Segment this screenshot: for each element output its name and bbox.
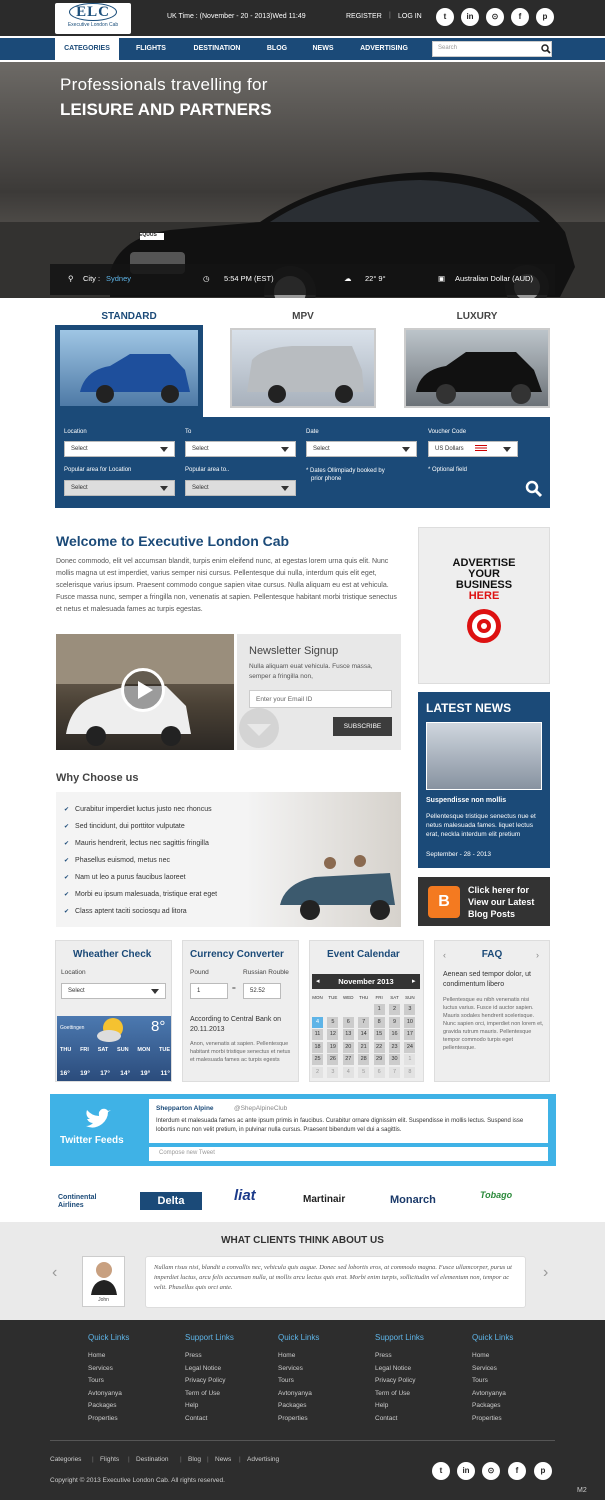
mpv-car-image[interactable] xyxy=(230,328,376,408)
footer-link[interactable]: Destination xyxy=(136,1456,169,1463)
nav-destination[interactable]: DESTINATION xyxy=(193,45,241,52)
facebook-icon[interactable]: f xyxy=(511,8,529,26)
footer-link[interactable]: Avtonyanya xyxy=(472,1389,506,1397)
location-icon[interactable]: ⊙ xyxy=(482,1462,500,1480)
tab-standard[interactable]: STANDARD xyxy=(101,311,157,322)
calendar-day[interactable]: 29 xyxy=(374,1054,385,1065)
partner-continental[interactable]: Continental Airlines xyxy=(58,1194,97,1209)
faq-next-icon[interactable]: › xyxy=(536,950,539,960)
calendar-day[interactable]: 25 xyxy=(312,1054,323,1065)
footer-link[interactable]: Home xyxy=(472,1352,490,1359)
chevron-down-icon xyxy=(151,989,159,994)
logo-mark: ELC xyxy=(69,3,117,21)
calendar-day[interactable]: 4 xyxy=(343,1067,354,1078)
calendar-day[interactable]: 18 xyxy=(312,1042,323,1053)
footer-link[interactable]: Packages xyxy=(88,1402,117,1410)
news-date: September - 28 - 2013 xyxy=(426,851,492,858)
wallet-icon: ▣ xyxy=(438,274,446,283)
currency-to-input[interactable] xyxy=(243,983,281,999)
currency-title: Currency Converter xyxy=(190,949,284,960)
popular-location-label: Popular area for Location xyxy=(64,467,132,473)
faq-question: Aenean sed tempor dolor, ut condimentum libero xyxy=(443,971,531,988)
location-label: Location xyxy=(64,429,87,435)
forecast-temp: 16° xyxy=(60,1070,70,1077)
footer-column-title: Support Links xyxy=(185,1333,234,1342)
location-icon[interactable]: ⊙ xyxy=(486,8,504,26)
footer-link[interactable]: Properties xyxy=(472,1415,502,1422)
news-body: Pellentesque tristique senectus nue et netus malesuada fames. liquet lectus erat, neckla interdum elit pretium xyxy=(426,813,536,838)
why-item: ✔ Mauris hendrerit, lectus nec sagittis fringilla xyxy=(64,840,209,847)
calendar-day[interactable]: 26 xyxy=(327,1054,338,1065)
currency-description: Anon, venenatis at sapien. Pellentesque habitant morbi tristique senectus et netus et malesuada fames ac turpis egests xyxy=(190,1041,291,1063)
calendar-title: Event Calendar xyxy=(327,949,400,960)
currency-from-value: 1 xyxy=(197,988,201,994)
standard-car-image[interactable] xyxy=(58,328,200,408)
weather-title: Wheather Check xyxy=(73,949,152,960)
advert-line: BUSINESS xyxy=(455,579,513,591)
twitter-feeds-label: Twitter Feeds xyxy=(60,1135,124,1146)
date-note: * Dates Ollimpiady booked by prior phone xyxy=(306,468,385,482)
compose-placeholder: Compose new Tweet xyxy=(159,1150,215,1156)
currency-from-input[interactable] xyxy=(190,983,228,999)
subscribe-button[interactable]: SUBSCRIBE xyxy=(333,717,392,736)
partner-tobago[interactable]: Tobago xyxy=(480,1190,513,1200)
currency-value: Australian Dollar (AUD) xyxy=(455,274,533,283)
partner-liat[interactable]: liat xyxy=(234,1187,256,1204)
compose-tweet-input[interactable] xyxy=(149,1147,548,1161)
why-item: ✔ Class aptent taciti sociosqu ad litora xyxy=(64,908,187,915)
footer-link[interactable]: Term of Use xyxy=(185,1389,221,1397)
tweet-text: Interdum et malesuada fames ac ante ipsum primis in faucibus. Curabitur ornare dignissim elit. Suspendisse in mollis lectus. Suspend isse lobortis nunc non velit pretium, in pulvinar nulla cursus. Praesent bibendum vel dui a sagittis. xyxy=(156,1118,524,1133)
forecast-day: SAT xyxy=(97,1047,109,1053)
login-link[interactable]: LOG IN xyxy=(398,13,422,20)
weather-location-select[interactable] xyxy=(61,983,166,999)
optional-note: * Optional field xyxy=(428,467,468,473)
calendar-day[interactable]: 9 xyxy=(389,1017,400,1028)
license-plate: EQUUS xyxy=(139,232,157,238)
why-item: ✔ Nam ut leo a purus faucibus laoreet xyxy=(64,874,186,881)
footer-link[interactable]: Contact xyxy=(185,1415,208,1422)
advert-line: YOUR xyxy=(468,568,500,580)
footer-link[interactable]: Privacy Policy xyxy=(375,1377,416,1385)
chevron-down-icon xyxy=(281,447,289,452)
equals-sign: = xyxy=(232,985,236,992)
newsletter-title: Newsletter Signup xyxy=(249,645,339,657)
chevron-down-icon xyxy=(402,447,410,452)
nav-advertising[interactable]: ADVERTISING xyxy=(360,45,408,52)
calendar-weekday: WED xyxy=(343,995,354,1000)
welcome-text: Donec commodo, elit vel accumsan blandit, turpis enim eleifend nunc, at egestas lorem urna quis elit. Nunc mollis magna ut est imperdiet, varius semper nisi cursus. Pellentesque dui nulla, interdum quis elit eget, scelerisque varius ipsum. Praesent commodo congue sapien vitae cursus. Nulla aliquam eu est at vehicula. Fusce massa nunc, semper a fringilla non, venenatis at sapien. Pellentesque habitant morbi tristique senectus et netus et malesuada fames ac turpis egestas. xyxy=(56,558,397,613)
calendar-day[interactable]: 3 xyxy=(404,1004,415,1015)
forecast-day: SUN xyxy=(117,1047,129,1053)
search-placeholder: Search xyxy=(438,45,458,51)
client-avatar xyxy=(82,1256,125,1307)
footer-column-title: Quick Links xyxy=(88,1333,130,1342)
calendar-day[interactable]: 2 xyxy=(389,1004,400,1015)
footer-link[interactable]: Help xyxy=(185,1402,199,1410)
calendar-day[interactable]: 17 xyxy=(404,1029,415,1040)
footer-link[interactable]: Services xyxy=(278,1364,303,1372)
twitter-bird-icon xyxy=(84,1108,112,1130)
footer-link[interactable]: Legal Notice xyxy=(185,1364,222,1372)
calendar-day[interactable]: 7 xyxy=(389,1067,400,1078)
clock-icon: ◷ xyxy=(203,274,210,283)
hero-info-bar xyxy=(50,264,555,295)
date-label: Date xyxy=(306,429,319,435)
sun-cloud-icon xyxy=(93,1014,129,1044)
twitter-icon[interactable]: t xyxy=(432,1462,450,1480)
calendar-day[interactable]: 15 xyxy=(374,1029,385,1040)
weather-icon: ☁ xyxy=(344,274,352,283)
nav-categories[interactable]: CATEGORIES xyxy=(55,38,119,60)
calendar-day[interactable]: 20 xyxy=(343,1042,354,1053)
hero-title-line2: LEISURE AND PARTNERS xyxy=(60,100,272,119)
footer-link-separator: | xyxy=(92,1456,94,1463)
forecast-day: TUE xyxy=(159,1047,170,1053)
chevron-down-icon xyxy=(160,447,168,452)
footer-link[interactable]: Flights xyxy=(100,1456,120,1463)
news-headline[interactable]: Suspendisse non mollis xyxy=(426,797,507,804)
chevron-down-icon xyxy=(503,447,511,452)
calendar-day[interactable]: 19 xyxy=(327,1042,338,1053)
calendar-day[interactable]: 21 xyxy=(358,1042,369,1053)
footer-link-separator: | xyxy=(239,1456,241,1463)
footer-link-separator: | xyxy=(207,1456,209,1463)
map-pin-icon: ⚲ xyxy=(68,274,74,283)
calendar-day[interactable]: 8 xyxy=(374,1017,385,1028)
footer-link-separator: | xyxy=(128,1456,130,1463)
version-badge: M2 xyxy=(577,1487,587,1494)
advert-line: HERE xyxy=(468,590,500,602)
tab-luxury[interactable]: LUXURY xyxy=(456,311,498,322)
partner-martinair[interactable]: Martinair xyxy=(303,1194,346,1205)
forecast-day: FRI xyxy=(80,1047,89,1053)
footer-column-title: Quick Links xyxy=(472,1333,514,1342)
us-flag-icon xyxy=(475,445,487,453)
calendar-day[interactable]: 1 xyxy=(404,1054,415,1065)
envelope-icon xyxy=(237,706,281,750)
copyright: Copyright © 2013 Executive London Cab. All rights reserved. xyxy=(50,1477,225,1484)
why-item: ✔ Morbi eu ipsum malesuada, tristique erat eget xyxy=(64,891,217,898)
calendar-next-icon[interactable]: ▸ xyxy=(412,978,416,985)
search-icon[interactable] xyxy=(541,44,551,54)
footer-column-title: Quick Links xyxy=(278,1333,320,1342)
location-select-value: Select xyxy=(71,446,88,452)
currency-bank-text: According to Central Bank on 20.11.2013 xyxy=(190,1016,282,1033)
advert-line: ADVERTISE xyxy=(452,557,516,569)
nav-flights[interactable]: FLIGHTS xyxy=(136,45,166,52)
testimonial-next-icon[interactable]: › xyxy=(543,1264,549,1281)
forecast-temp: 19° xyxy=(80,1070,90,1077)
blog-link-text[interactable]: Click herer for View our Latest Blog Posts xyxy=(468,885,535,919)
hero-title-line1: Professionals travelling for xyxy=(60,75,268,94)
weather-location-label: Location xyxy=(61,969,86,976)
calendar-day[interactable]: 28 xyxy=(358,1054,369,1065)
car-illustration xyxy=(0,62,605,298)
advert-box[interactable] xyxy=(418,527,550,684)
email-field[interactable] xyxy=(249,690,392,708)
faq-prev-icon[interactable]: ‹ xyxy=(443,950,446,960)
linkedin-icon[interactable]: in xyxy=(461,8,479,26)
date-select-value: Select xyxy=(313,446,330,452)
chevron-down-icon xyxy=(160,486,168,491)
calendar-prev-icon[interactable]: ◂ xyxy=(316,978,320,985)
footer-link[interactable]: Services xyxy=(472,1364,497,1372)
calendar-day[interactable]: 22 xyxy=(374,1042,385,1053)
footer-column-title: Support Links xyxy=(375,1333,424,1342)
calendar-day[interactable]: 16 xyxy=(389,1029,400,1040)
testimonial-quote: Nullam risus nisi, blandit a convallis nec, vehicula quis augue. Donec sed lobortis eros, at commodo magna. Fusce ullamcorper, purus ut imperdiet luctus, arcu felis accumsan nulla, ut mollis arcu lectus quis erat. Morbi enim turpis, sollicitudin vel elementum non, tempor ac velit. Phasellus quis orci ante. xyxy=(145,1256,526,1308)
forecast-temp: 14° xyxy=(120,1070,131,1077)
uk-time: UK Time : (November - 20 - 2013)Wed 11:49 xyxy=(167,13,306,20)
register-link[interactable]: REGISTER xyxy=(346,13,382,20)
weather-city: Goettingen xyxy=(60,1025,85,1031)
footer-link[interactable]: Home xyxy=(88,1352,106,1359)
calendar-day[interactable]: 12 xyxy=(327,1029,338,1040)
forecast-temp: 17° xyxy=(100,1070,111,1077)
nav-blog[interactable]: BLOG xyxy=(266,45,288,52)
pinterest-icon[interactable]: p xyxy=(536,8,554,26)
why-item: ✔ Phasellus euismod, metus nec xyxy=(64,857,170,864)
footer-link[interactable]: Avtonyanya xyxy=(88,1389,122,1397)
currency-to-label: Russian Rouble xyxy=(243,969,289,976)
calendar-day[interactable]: 23 xyxy=(389,1042,400,1053)
forecast-day: THU xyxy=(60,1047,72,1053)
currency-from-label: Pound xyxy=(190,969,209,976)
footer-link[interactable]: Packages xyxy=(278,1402,307,1410)
footer-link[interactable]: Blog xyxy=(188,1456,202,1463)
play-button[interactable] xyxy=(121,668,165,712)
calendar-day[interactable]: 8 xyxy=(404,1067,415,1078)
location-select[interactable] xyxy=(64,441,175,457)
calendar-weekday: TUE xyxy=(328,995,338,1000)
footer-link[interactable]: Legal Notice xyxy=(375,1364,412,1372)
footer-link[interactable]: Properties xyxy=(88,1415,118,1422)
footer-link[interactable]: Tours xyxy=(472,1377,488,1385)
target-icon xyxy=(464,606,504,646)
date-select[interactable] xyxy=(306,441,417,457)
tweet-author[interactable]: Shepparton Alpine xyxy=(156,1105,214,1112)
news-image[interactable] xyxy=(426,722,542,790)
calendar-day[interactable]: 2 xyxy=(312,1067,323,1078)
blogger-icon: B xyxy=(428,886,460,918)
currency-select[interactable] xyxy=(428,441,518,457)
popular-to-select[interactable] xyxy=(185,480,296,496)
calendar-day[interactable]: 24 xyxy=(404,1042,415,1053)
calendar-day[interactable]: 6 xyxy=(374,1067,385,1078)
footer-link[interactable]: Contact xyxy=(375,1415,398,1422)
search-icon[interactable] xyxy=(525,480,543,498)
calendar-day[interactable]: 5 xyxy=(358,1067,369,1078)
tab-mpv[interactable]: MPV xyxy=(292,311,314,322)
calendar-grid xyxy=(312,992,420,1080)
partner-delta[interactable]: Delta xyxy=(140,1192,202,1210)
why-item: ✔ Curabitur imperdiet luctus justo nec rhoncus xyxy=(64,806,212,813)
email-placeholder: Enter your Email ID xyxy=(256,696,313,703)
search-input[interactable] xyxy=(432,41,552,57)
calendar-day[interactable]: 7 xyxy=(358,1017,369,1028)
city-label: City : xyxy=(83,274,101,283)
city-value[interactable]: Sydney xyxy=(106,274,132,283)
to-label: To xyxy=(185,429,192,435)
footer-link[interactable]: Press xyxy=(375,1352,392,1359)
chevron-down-icon xyxy=(281,486,289,491)
facebook-icon[interactable]: f xyxy=(508,1462,526,1480)
tweet-handle[interactable]: @ShepAlpineClub xyxy=(234,1105,288,1112)
footer-link[interactable]: Avtonyanya xyxy=(278,1389,312,1397)
footer-link[interactable]: Privacy Policy xyxy=(185,1377,226,1385)
calendar-weekday: THU xyxy=(359,995,369,1000)
faq-title: FAQ xyxy=(481,949,503,960)
newsletter-text: Nulla aliquam euat vehicula. Fusce massa, semper a fringilla non, xyxy=(249,663,373,680)
footer-link[interactable]: Packages xyxy=(472,1402,501,1410)
testimonials-title: WHAT CLIENTS THINK ABOUT US xyxy=(221,1235,384,1246)
currency-to-value: 52.52 xyxy=(250,988,266,994)
calendar-month: November 2013 xyxy=(338,977,394,986)
currency-select-value: US Dollars xyxy=(435,446,464,452)
footer-link[interactable]: Press xyxy=(185,1352,202,1359)
calendar-day[interactable]: 13 xyxy=(343,1029,354,1040)
footer-link[interactable]: Advertising xyxy=(247,1456,280,1463)
footer-link[interactable]: Tours xyxy=(278,1377,294,1385)
popular-to-value: Select xyxy=(192,485,209,491)
latest-news-title: LATEST NEWS xyxy=(426,701,512,715)
footer-link[interactable]: News xyxy=(215,1456,232,1463)
calendar-day[interactable]: 14 xyxy=(358,1029,369,1040)
logo[interactable] xyxy=(55,3,131,34)
local-time: 5:54 PM (EST) xyxy=(224,274,274,283)
popular-location-select[interactable] xyxy=(64,480,175,496)
convertible-illustration xyxy=(270,815,400,925)
footer-link[interactable]: Tours xyxy=(88,1377,104,1385)
client-name: John xyxy=(98,1297,109,1303)
calendar-weekday: SAT xyxy=(390,995,399,1000)
nav-news[interactable]: NEWS xyxy=(312,45,334,52)
calendar-day[interactable]: 1 xyxy=(374,1004,385,1015)
weather-select-value: Select xyxy=(68,988,85,994)
footer-link[interactable]: Help xyxy=(375,1402,389,1410)
pinterest-icon[interactable]: p xyxy=(534,1462,552,1480)
calendar-day[interactable]: 10 xyxy=(404,1017,415,1028)
popular-to-label: Popular area to.. xyxy=(185,467,230,473)
testimonial-prev-icon[interactable]: ‹ xyxy=(52,1264,58,1281)
to-select[interactable] xyxy=(185,441,296,457)
calendar-day[interactable]: 5 xyxy=(327,1017,338,1028)
calendar-day[interactable]: 11 xyxy=(312,1029,323,1040)
twitter-icon[interactable]: t xyxy=(436,8,454,26)
footer-link-separator: | xyxy=(180,1456,182,1463)
calendar-weekday: MON xyxy=(312,995,323,1000)
faq-answer: Pellentesque eu nibh venenatis nisi luctus varius. Fusce id auctor sapien. Mauris sodales hendrerit scelerisque. Nunc sapien orci, imperdiet non lorem et, gravida rutrum mauris. Pellentesque tempor commodo turpis eget pellentesque. xyxy=(443,997,544,1051)
calendar-day[interactable]: 3 xyxy=(327,1067,338,1078)
weather-temps: 22° 9° xyxy=(365,274,386,283)
logo-subtitle: Executive London Cab xyxy=(67,22,119,28)
footer-link[interactable]: Home xyxy=(278,1352,296,1359)
footer-link[interactable]: Services xyxy=(88,1364,113,1372)
to-select-value: Select xyxy=(192,446,209,452)
partner-monarch[interactable]: Monarch xyxy=(390,1194,436,1206)
footer-divider xyxy=(50,1440,555,1441)
why-title: Why Choose us xyxy=(56,772,139,784)
forecast-day: MON xyxy=(137,1047,151,1053)
calendar-day[interactable]: 27 xyxy=(343,1054,354,1065)
forecast-temp: 19° xyxy=(140,1070,151,1077)
calendar-day[interactable]: 30 xyxy=(389,1054,400,1065)
popular-location-value: Select xyxy=(71,485,88,491)
forecast-temp: 11° xyxy=(160,1070,170,1077)
calendar-weekday: SUN xyxy=(405,995,415,1000)
header-separator: | xyxy=(389,12,391,19)
calendar-weekday: FRI xyxy=(375,995,383,1000)
weather-current-temp: 8° xyxy=(151,1018,166,1035)
why-item: ✔ Sed tincidunt, dui porttitor vulputate xyxy=(64,823,185,830)
welcome-title: Welcome to Executive London Cab xyxy=(56,533,290,549)
calendar-day[interactable]: 4 xyxy=(312,1017,323,1028)
calendar-day[interactable]: 6 xyxy=(343,1017,354,1028)
footer-link[interactable]: Term of Use xyxy=(375,1389,411,1397)
footer-link[interactable]: Properties xyxy=(278,1415,308,1422)
person-icon xyxy=(89,1259,119,1295)
linkedin-icon[interactable]: in xyxy=(457,1462,475,1480)
voucher-label: Voucher Code xyxy=(428,429,467,435)
footer-link[interactable]: Categories xyxy=(50,1456,82,1463)
luxury-car-image[interactable] xyxy=(404,328,550,408)
